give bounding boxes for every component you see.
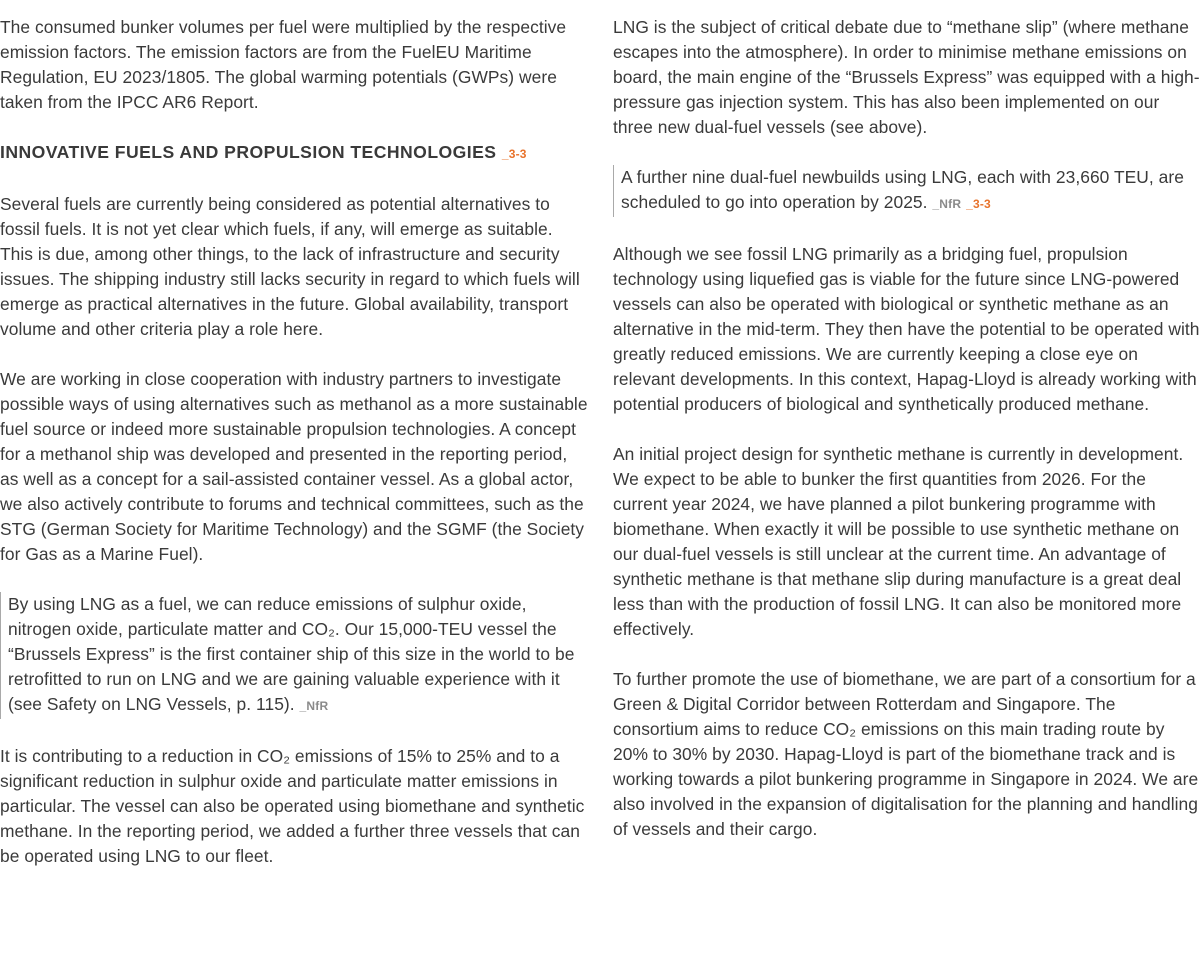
highlight-newbuilds-body: A further nine dual-fuel newbuilds using LNG, each with 23,660 TEU, are scheduled to go into operation by 2025.	[621, 167, 1184, 212]
paragraph-green-corridor: To further promote the use of biomethane, we are part of a consortium for a Green & Digital Corridor between Rotterdam and Singapore. The consortium aims to reduce CO₂ emissions on this main trading route by 20% to 30% by 2030. Hapag-Lloyd is part of the biomethane track and is working towards a pilot bunkering programme in Singapore in 2024. We are also involved in the expansion of digitalisation for the planning and handling of vessels and their cargo.	[613, 669, 1199, 839]
paragraph-bridging-fuel: Although we see fossil LNG primarily as a bridging fuel, propulsion technology using liquefied gas is viable for the future since LNG-powered vessels can also be operated with biological or synthetic methane as an alternative in the mid-term. They then have the potential to be operated with greatly reduced emissions. We are currently keeping a close eye on relevant developments. In this context, Hapag-Lloyd is already working with potential producers of biological and synthetically produced methane.	[613, 244, 1200, 414]
gri-reference: _3-3	[501, 147, 527, 161]
paragraph-alternative-fuels: Several fuels are currently being considered as potential alternatives to fossil fuels. It is not yet clear which fuels, if any, will emerge as suitable. This is due, among other things, to the lack of infrastructure and security issues. The shipping industry still lacks security in regard to which fuels will emerge as practical alternatives in the future. Global availability, transport volume and other criteria play a role here.	[0, 194, 580, 339]
left-column	[0, 15, 588, 894]
section-heading-text: INNOVATIVE FUELS AND PROPULSION TECHNOLOGIES	[0, 142, 497, 162]
highlight-lng-quote	[0, 592, 588, 719]
section-heading	[0, 140, 588, 167]
nfr-reference: _NfR	[932, 197, 962, 211]
paragraph-synthetic-methane: An initial project design for synthetic methane is currently in development. We expect to be able to bunker the first quantities from 2026. For the current year 2024, we have planned a pilot bunkering programme with biomethane. When exactly it will be possible to use synthetic methane on our dual-fuel vessels is still unclear at the current time. An advantage of synthetic methane is that methane slip during manufacture is a great deal less than with the production of fossil LNG. It can also be monitored more effectively.	[613, 444, 1184, 639]
paragraph-co2-reduction: It is contributing to a reduction in CO₂ emissions of 15% to 25% and to a significant reduction in sulphur oxide and particulate matter emissions in particular. The vessel can also be operated using biomethane and synthetic methane. In the reporting period, we added a further three vessels that can be operated using LNG to our fleet.	[0, 746, 585, 866]
nfr-reference: _NfR	[299, 699, 329, 713]
paragraph-methane-slip: LNG is the subject of critical debate due to “methane slip” (where methane escapes into the atmosphere). In order to minimise methane emissions on board, the main engine of the “Brussels Express” was equipped with a high-pressure gas injection system. This has also been implemented on our three new dual-fuel vessels (see above).	[613, 17, 1200, 137]
highlight-newbuilds-quote	[613, 165, 1202, 217]
paragraph-cooperation: We are working in close cooperation with industry partners to investigate possible ways of using alternatives such as methanol as a more sustainable fuel source or indeed more sustainable propulsion technologies. A concept for a methanol ship was developed and presented in the reporting period, as well as a concept for a sail-assisted container vessel. As a global actor, we also actively contribute to forums and technical committees, such as the STG (German Society for Maritime Technology) and the SGMF (the Society for Gas as a Marine Fuel).	[0, 369, 588, 564]
paragraph-emission-factors: The consumed bunker volumes per fuel were multiplied by the respective emission factors. The emission factors are from the FuelEU Maritime Regulation, EU 2023/1805. The global warming potentials (GWPs) were taken from the IPCC AR6 Report.	[0, 17, 567, 112]
right-column	[613, 15, 1202, 867]
highlight-lng-text	[8, 592, 588, 719]
gri-reference: _3-3	[966, 197, 991, 211]
highlight-lng-body: By using LNG as a fuel, we can reduce emissions of sulphur oxide, nitrogen oxide, particulate matter and CO₂. Our 15,000-TEU vessel the “Brussels Express” is the first container ship of this size in the world to be retrofitted to run on LNG and we are gaining valuable experience with it (see Safety on LNG Vessels, p. 115).	[8, 594, 575, 714]
highlight-newbuilds-text	[621, 165, 1202, 217]
